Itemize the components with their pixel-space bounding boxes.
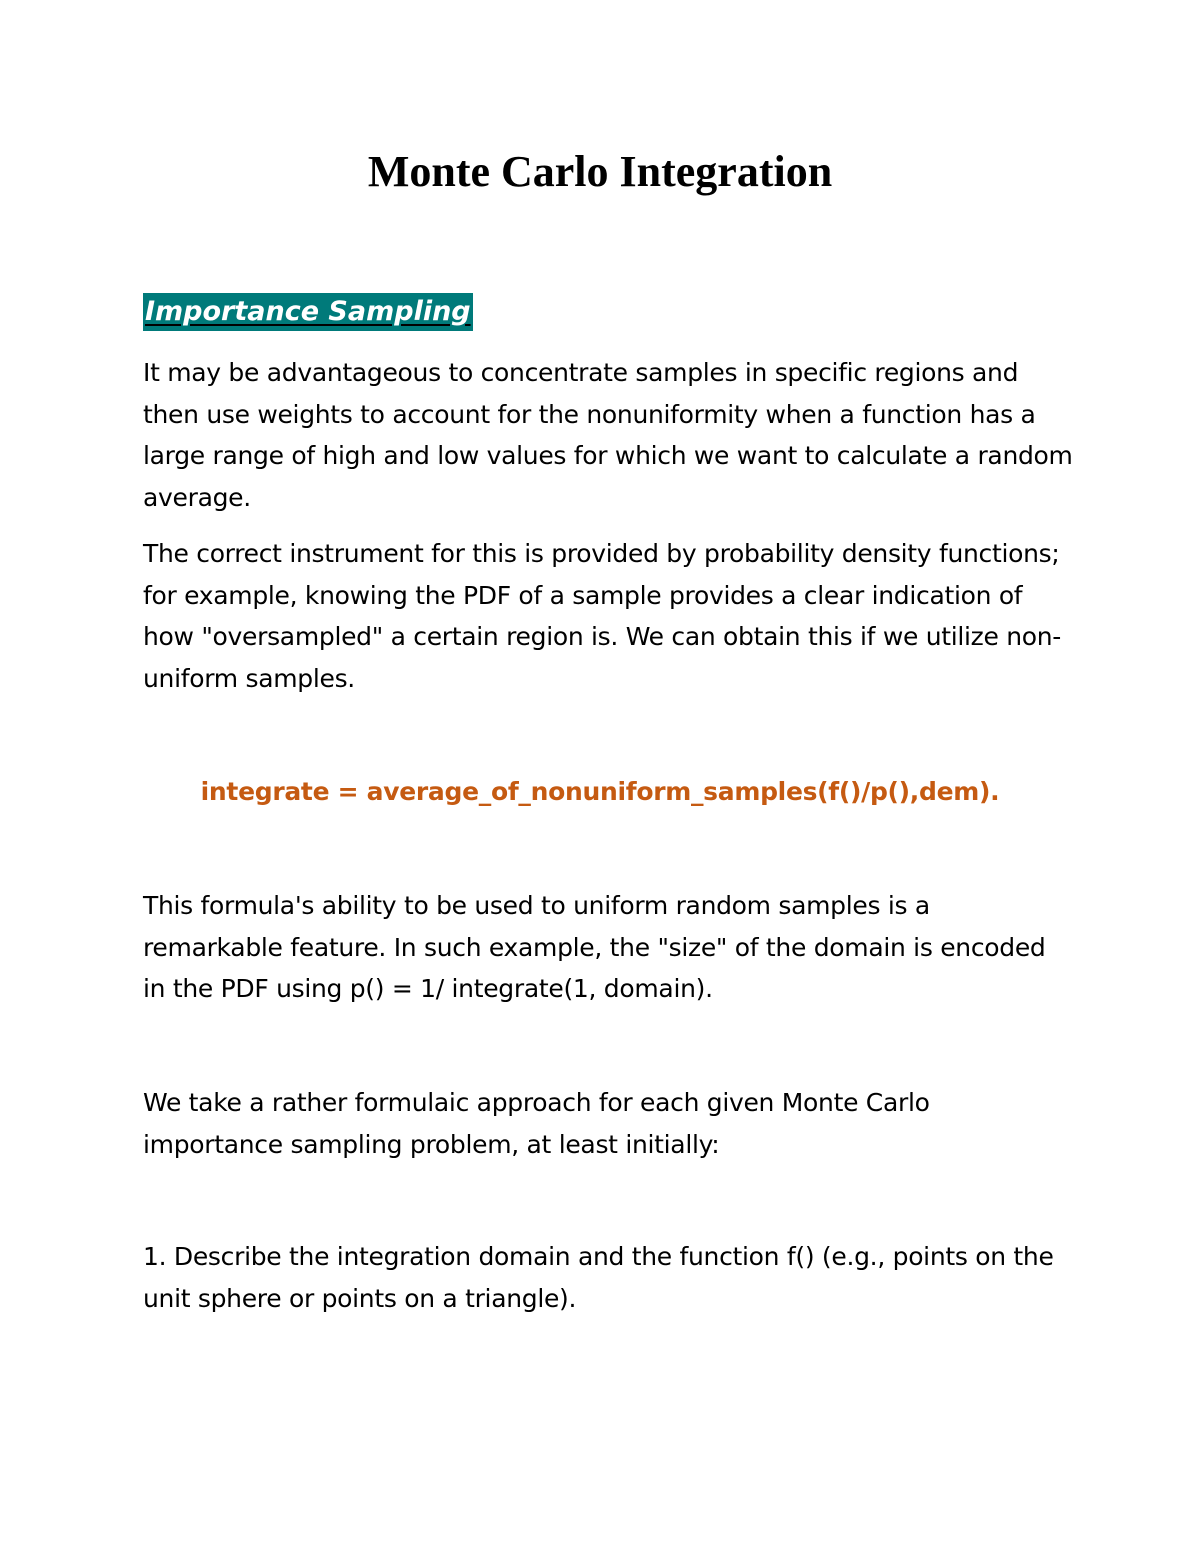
document-title: Monte Carlo Integration (367, 147, 833, 196)
formula-line: integrate = average_of_nonuniform_samples(f()/p(),dem). (200, 777, 1000, 806)
paragraph-pdf: The correct instrument for this is provided by probability density functions; for example, knowing the PDF of a sample provides a clear indication of how "oversampled" a certain region is. We can obtain this if we utilize non-uniform samples. (143, 539, 1062, 693)
paragraph-uniform: This formula's ability to be used to uniform random samples is a remarkable feature. In such example, the "size" of the domain is encoded in the PDF using p() = 1/ integrate(1, domain). (143, 891, 1046, 1003)
section-heading-importance-sampling: Importance Sampling (143, 293, 473, 331)
paragraph-intro: It may be advantageous to concentrate samples in specific regions and then use weights to account for the nonuniformity when a function has a large range of high and low values for which we want to calculate a random average. (143, 358, 1073, 512)
list-item-step-1: 1. Describe the integration domain and the function f() (e.g., points on the unit sphere or points on a triangle). (143, 1242, 1054, 1313)
paragraph-approach: We take a rather formulaic approach for each given Monte Carlo importance sampling problem, at least initially: (143, 1088, 930, 1159)
